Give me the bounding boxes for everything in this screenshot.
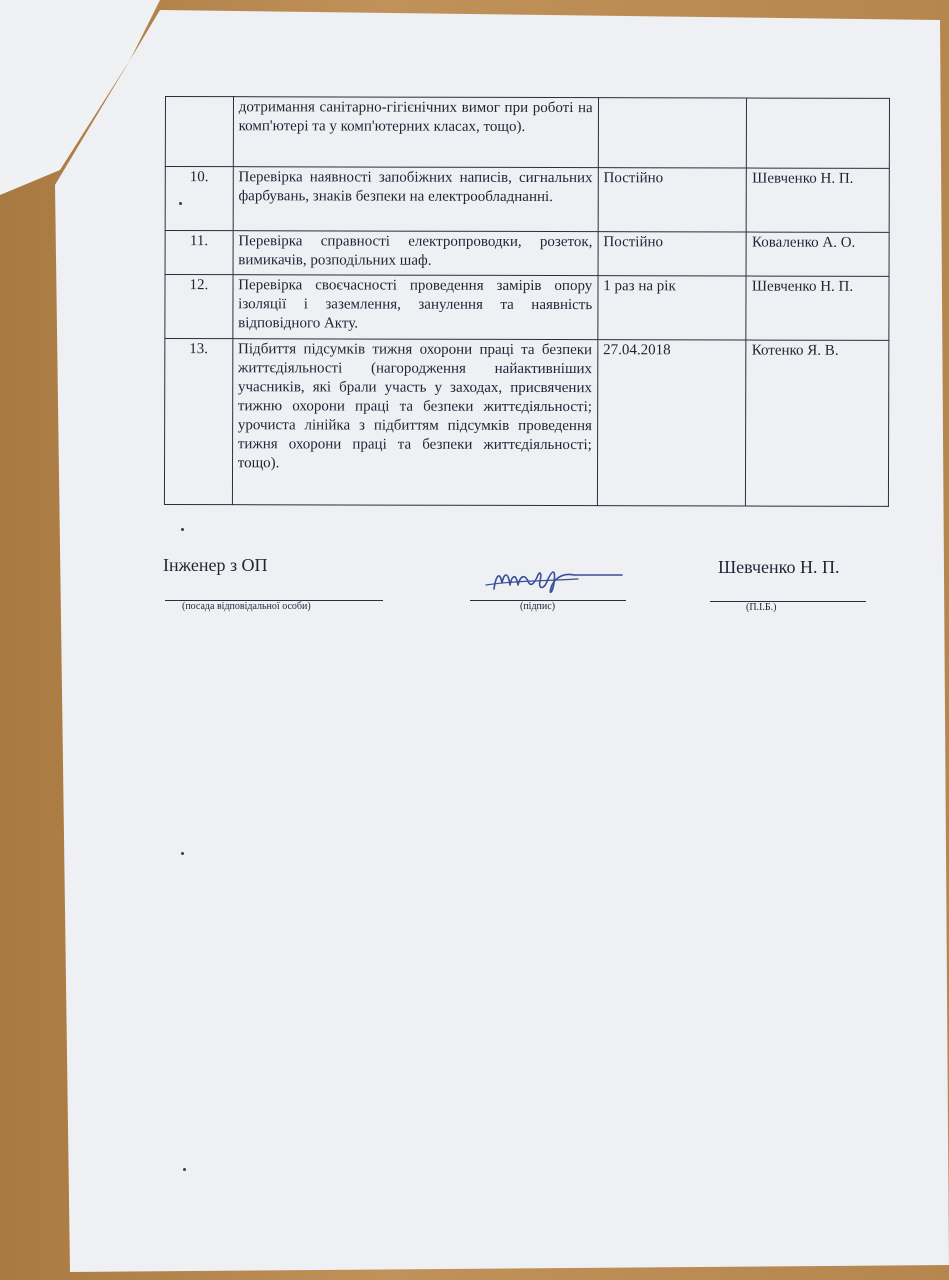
- table-row: [165, 231, 889, 277]
- table-row: [165, 275, 889, 341]
- handwritten-signature: [482, 561, 642, 597]
- paper-speck: [179, 202, 182, 205]
- row-responsible: Шевченко Н. П.: [746, 276, 889, 340]
- plan-table: [164, 96, 890, 507]
- paper-speck: [181, 528, 184, 531]
- signature-block: [160, 555, 880, 625]
- row-responsible: [747, 98, 890, 168]
- signatory-name: Шевченко Н. П.: [718, 557, 840, 577]
- paper-speck: [183, 1168, 186, 1171]
- name-line: [710, 601, 866, 602]
- table-row: [164, 339, 888, 507]
- row-description: Перевірка справності електропроводки, розеток, вимикачів, розподільних шаф.: [233, 231, 598, 276]
- row-description: Підбиття підсумків тижня охорони праці та безпеки життєдіяльності (нагородження найактивніших учасників, які брали участь у заходах, присвячених тижню охорони праці та безпеки життєдіяльності; урочиста лінійка з підбиттям підсумків проведення тижня охорони праці та безпеки життєдіяльності; тощо).: [232, 339, 597, 506]
- signature-caption: (підпис): [520, 601, 556, 612]
- row-term: Постійно: [598, 168, 747, 232]
- position-caption: (посада відповідальної особи): [182, 601, 311, 612]
- row-number: 12.: [165, 275, 233, 339]
- position-title: Інженер з ОП: [163, 555, 268, 575]
- name-caption: (П.І.Б.): [746, 602, 777, 613]
- plan-table-container: [164, 96, 890, 507]
- row-term: Постійно: [598, 232, 747, 276]
- row-responsible: Котенко Я. В.: [746, 340, 889, 506]
- row-responsible: Коваленко А. О.: [746, 232, 889, 276]
- row-number: 10.: [165, 167, 233, 231]
- row-number: 11.: [165, 231, 233, 275]
- table-row: [165, 167, 889, 233]
- row-description: Перевірка своєчасності проведення замірів опору ізоляції і заземлення, занулення та наявність відповідного Акту.: [233, 275, 598, 340]
- table-row: [165, 97, 889, 169]
- row-number: 13.: [164, 339, 232, 505]
- row-number: [165, 97, 233, 167]
- row-term: 1 раз на рік: [598, 276, 747, 340]
- row-term: [598, 98, 747, 168]
- paper-speck: [181, 852, 184, 855]
- row-description: дотримання санітарно-гігієнічних вимог при роботі на комп'ютері та у комп'ютерних класах, тощо).: [233, 97, 598, 168]
- row-term: 27.04.2018: [597, 340, 746, 506]
- row-description: Перевірка наявності запобіжних написів, сигнальних фарбувань, знаків безпеки на електрообладнанні.: [233, 167, 598, 232]
- row-responsible: Шевченко Н. П.: [747, 168, 890, 232]
